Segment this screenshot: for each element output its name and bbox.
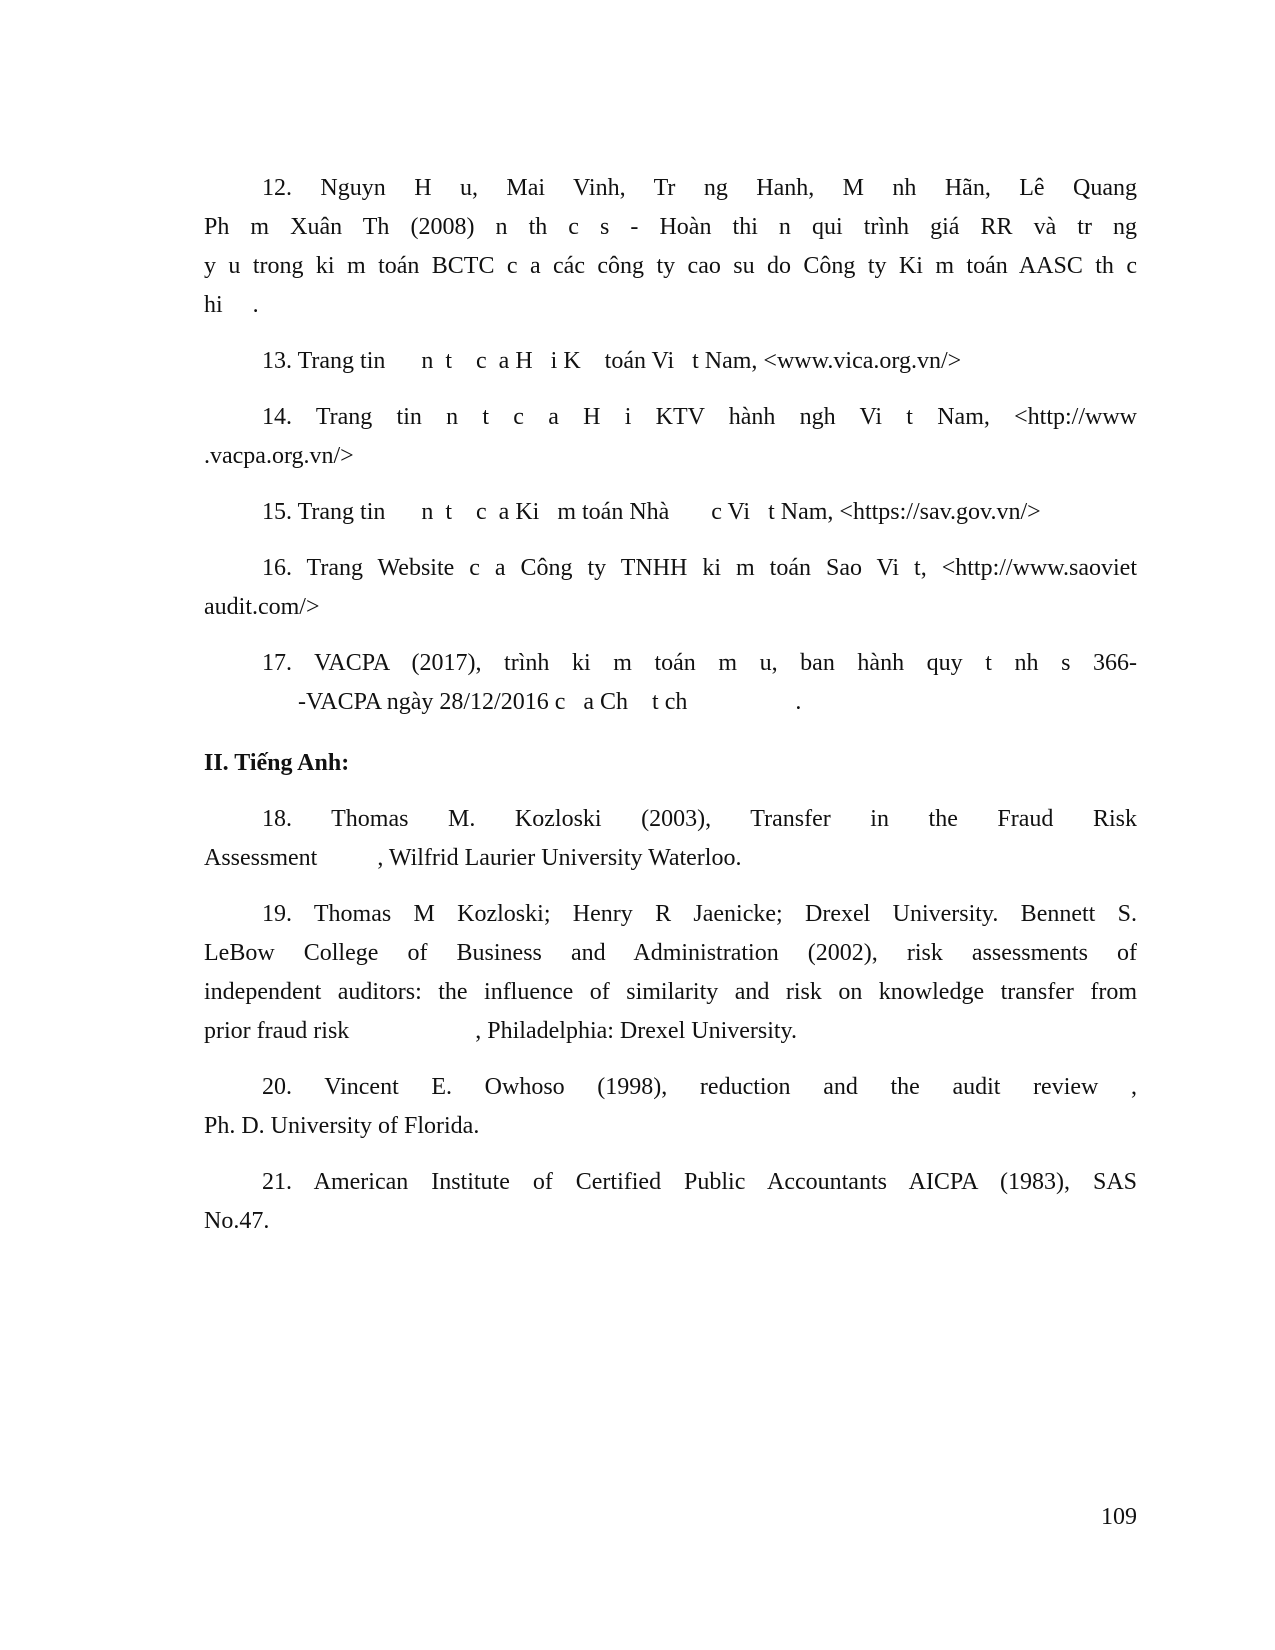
reference-13-line-1: 13. Trang tin n t c a H i K toán Vi t Nam, <www.vica.org.vn/> [262, 348, 962, 374]
reference-19-line-4: prior fraud risk , Philadelphia: Drexel University. [204, 1018, 797, 1044]
reference-12-line-4: hi . [204, 292, 259, 318]
reference-21-line-2: No.47. [204, 1208, 270, 1234]
page-number: 109 [1101, 1504, 1137, 1530]
reference-17-line-1: 17. VACPA (2017), trình ki m toán m u, ban hành quy t nh s 366- [262, 650, 1137, 676]
reference-14-line-2: .vacpa.org.vn/> [204, 443, 354, 469]
reference-12-line-1: 12. Nguyn H u, Mai Vinh, Tr ng Hanh, M nh Hãn, Lê Quang [262, 175, 1137, 201]
reference-20-line-1: 20. Vincent E. Owhoso (1998), reduction and the audit review , [262, 1074, 1137, 1100]
reference-20-line-2: Ph. D. University of Florida. [204, 1113, 480, 1139]
reference-15-line-1: 15. Trang tin n t c a Ki m toán Nhà c Vi t Nam, <https://sav.gov.vn/> [262, 499, 1041, 525]
reference-18-line-1: 18. Thomas M. Kozloski (2003), Transfer in the Fraud Risk [262, 806, 1137, 832]
reference-16-line-1: 16. Trang Website c a Công ty TNHH ki m toán Sao Vi t, <http://www.saoviet [262, 555, 1137, 581]
reference-12-line-2: Ph m Xuân Th (2008) n th c s - Hoàn thi n qui trình giá RR và tr ng [204, 214, 1137, 240]
reference-17-line-2: -VACPA ngày 28/12/2016 c a Ch t ch . [298, 689, 802, 715]
reference-19-line-3: independent auditors: the influence of similarity and risk on knowledge transfer from [204, 979, 1137, 1005]
section-heading: II. Tiếng Anh: [204, 750, 350, 776]
reference-19-line-1: 19. Thomas M Kozloski; Henry R Jaenicke; Drexel University. Bennett S. [262, 901, 1137, 927]
reference-12-line-3: y u trong ki m toán BCTC c a các công ty cao su do Công ty Ki m toán AASC th c [204, 253, 1137, 279]
reference-21-line-1: 21. American Institute of Certified Public Accountants AICPA (1983), SAS [262, 1169, 1137, 1195]
reference-19-line-2: LeBow College of Business and Administration (2002), risk assessments of [204, 940, 1137, 966]
reference-18-line-2: Assessment , Wilfrid Laurier University Waterloo. [204, 845, 742, 871]
reference-16-line-2: audit.com/> [204, 594, 320, 620]
reference-14-line-1: 14. Trang tin n t c a H i KTV hành ngh Vi t Nam, <http://www [262, 404, 1137, 430]
